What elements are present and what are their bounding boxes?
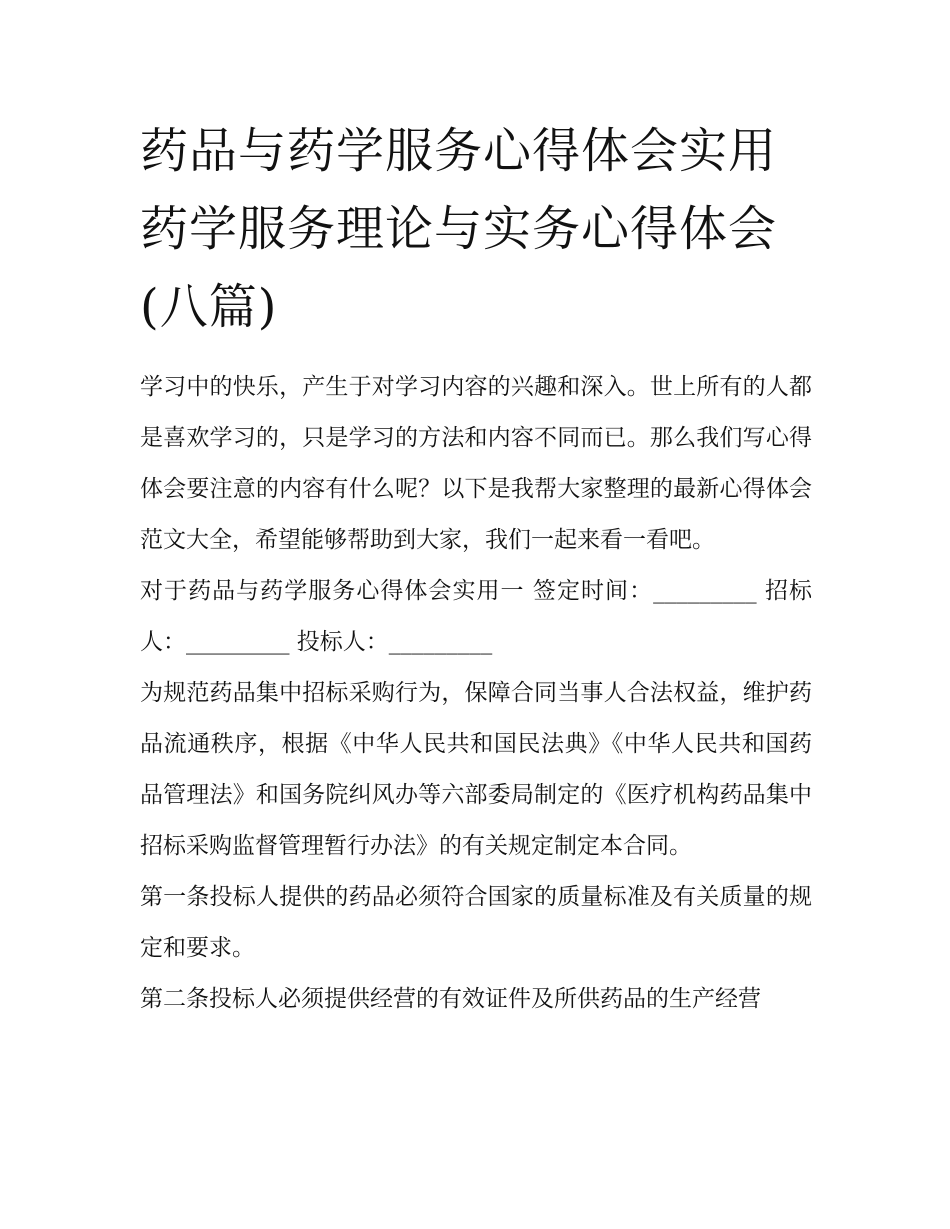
intro-paragraph: 学习中的快乐，产生于对学习内容的兴趣和深入。世上所有的人都是喜欢学习的，只是学习的方法和内容不同而已。那么我们写心得体会要注意的内容有什么呢？以下是我帮大家整理的最新心得体会范文大全，希望能够帮助到大家，我们一起来看一看吧。: [140, 374, 812, 553]
document-page: [140, 112, 812, 1025]
article-one-paragraph: 第一条投标人提供的药品必须符合国家的质量标准及有关质量的规定和要求。: [140, 884, 812, 961]
contract-header-paragraph: 对于药品与药学服务心得体会实用一 签定时间：_________ 招标人：_________ 投标人：_________: [140, 578, 812, 655]
article-two-paragraph: 第二条投标人必须提供经营的有效证件及所供药品的生产经营: [140, 986, 761, 1012]
contract-preamble-paragraph: 为规范药品集中招标采购行为，保障合同当事人合法权益，维护药品流通秩序，根据《中华人民共和国民法典》《中华人民共和国药品管理法》和国务院纠风办等六部委局制定的《医疗机构药品集中招标采购监督管理暂行办法》的有关规定制定本合同。: [140, 680, 812, 859]
document-title: 药品与药学服务心得体会实用药学服务理论与实务心得体会(八篇): [140, 123, 778, 335]
